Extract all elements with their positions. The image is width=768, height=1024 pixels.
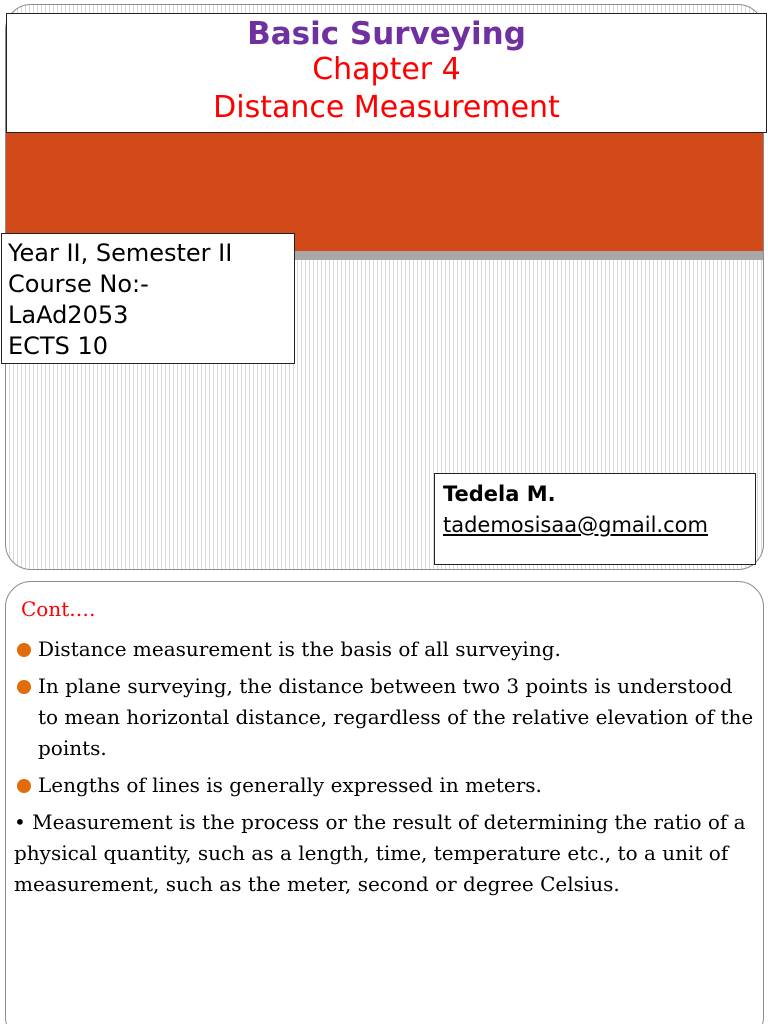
course-no-label: Course No:- bbox=[8, 270, 149, 298]
bullet-text: In plane surveying, the distance between two 3 points is understood to mean horizontal distance, regardless of the relative elevation of the points. bbox=[38, 674, 754, 760]
measurement-paragraph: • Measurement is the process or the result of determining the ratio of a physical quantity, such as a length, time, temperature etc., to a unit of measurement, such as the meter, second or degree Celsius. bbox=[14, 810, 746, 896]
bullet-text: Lengths of lines is generally expressed in meters. bbox=[38, 773, 542, 797]
list-item bbox=[14, 634, 754, 665]
list-item bbox=[14, 671, 754, 764]
list-item bbox=[14, 770, 754, 801]
bullet-dot-icon bbox=[17, 643, 31, 657]
author-name: Tedela M. bbox=[443, 482, 556, 506]
author-email-link[interactable]: tademosisaa@gmail.com bbox=[443, 513, 708, 537]
slide-heading: Cont.… bbox=[21, 597, 96, 621]
content-slide bbox=[5, 581, 764, 1024]
title-box bbox=[6, 13, 767, 133]
course-info-box bbox=[1, 233, 295, 364]
bullet-list bbox=[14, 634, 754, 900]
bullet-dot-icon bbox=[17, 680, 31, 694]
author-box bbox=[434, 473, 756, 565]
course-code: LaAd2053 bbox=[8, 301, 129, 329]
chapter-title: Distance Measurement bbox=[213, 90, 560, 125]
chapter-number: Chapter 4 bbox=[312, 52, 461, 87]
year-semester: Year II, Semester II bbox=[8, 239, 233, 267]
bullet-dot-icon bbox=[17, 779, 31, 793]
bullet-text: Distance measurement is the basis of all surveying. bbox=[38, 637, 561, 661]
course-title: Basic Surveying bbox=[247, 16, 526, 52]
ects-credits: ECTS 10 bbox=[8, 332, 108, 360]
